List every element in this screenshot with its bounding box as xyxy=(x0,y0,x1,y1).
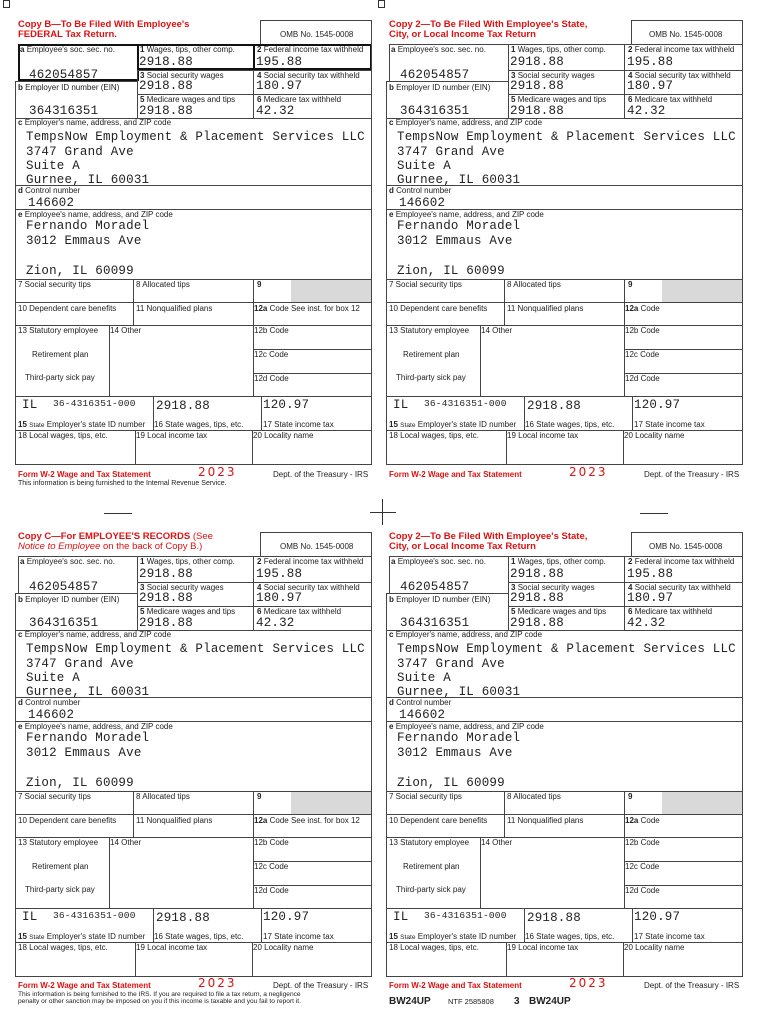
field-label: 9 xyxy=(628,792,633,801)
field-label: 12c Code xyxy=(625,350,660,359)
box17-value: 120.97 xyxy=(634,910,681,924)
field-label: a Employee's soc. sec. no. xyxy=(391,45,486,54)
box17-value: 120.97 xyxy=(263,398,310,412)
field-label: 18 Local wages, tips, etc. xyxy=(18,943,108,952)
employee-line-1: Fernando Moradel xyxy=(397,731,521,745)
field-label: a Employee's soc. sec. no. xyxy=(20,45,115,54)
field-label: c Employer's name, address, and ZIP code xyxy=(18,630,172,639)
field-label: 20 Locality name xyxy=(253,431,314,440)
field-label: 16 State wages, tips, etc. xyxy=(154,420,244,429)
field-label: 15 State Employer's state ID number xyxy=(18,932,146,941)
state-value: IL xyxy=(22,910,38,924)
field-label: 12a Code xyxy=(625,304,660,313)
copy-b-notice: This information is being furnished to the Internal Revenue Service. xyxy=(18,480,227,487)
field-label: 17 State income tax xyxy=(263,420,334,429)
field-label: 12b Code xyxy=(625,326,660,335)
box5-value: 2918.88 xyxy=(510,616,564,630)
field-label: 4 Social security tax withheld xyxy=(628,583,731,592)
field-label: b Employer ID number (EIN) xyxy=(389,83,491,92)
field-label: 10 Dependent care benefits xyxy=(389,816,488,825)
copy-title: Copy 2—To Be Filed With Employee's State, City, or Local Income Tax Return xyxy=(389,531,588,552)
field-label: 20 Locality name xyxy=(624,431,685,440)
dept-label: Dept. of the Treasury - IRS xyxy=(273,981,369,990)
box1-value: 2918.88 xyxy=(510,55,564,69)
ssn-value: 462054857 xyxy=(29,580,99,594)
form-code: BW24UP xyxy=(389,996,431,1007)
employer-line-3: Suite A xyxy=(397,159,451,173)
box5-value: 2918.88 xyxy=(510,104,564,118)
field-label: 12a Code See inst. for box 12 xyxy=(254,304,360,313)
employer-line-1: TempsNow Employment & Placement Services LLC xyxy=(26,130,365,144)
field-label: 3 Social security wages xyxy=(140,583,224,592)
employee-line-4: Zion, IL 60099 xyxy=(397,776,505,790)
field-label: 8 Allocated tips xyxy=(136,280,190,289)
state-value: IL xyxy=(393,398,409,412)
field-label: 7 Social security tips xyxy=(389,280,462,289)
field-label: 1 Wages, tips, other comp. xyxy=(140,45,235,54)
ssn-value: 462054857 xyxy=(29,68,99,82)
field-label: 19 Local income tax xyxy=(507,431,579,440)
box3-value: 2918.88 xyxy=(510,79,564,93)
box4-value: 180.97 xyxy=(256,591,303,605)
employee-line-4: Zion, IL 60099 xyxy=(397,264,505,278)
omb-number: OMB No. 1545-0008 xyxy=(280,542,354,551)
field-label: 12b Code xyxy=(254,326,289,335)
tax-year: 2023 xyxy=(198,976,237,990)
ein-value: 364316351 xyxy=(400,104,470,118)
copy-c-notice-1: This information is being furnished to the IRS. If you are required to file a tax return, a negligence xyxy=(18,991,301,998)
field-label: 3 Social security wages xyxy=(511,583,595,592)
field-label: 8 Allocated tips xyxy=(507,792,561,801)
field-label: 12d Code xyxy=(254,886,289,895)
field-label: 6 Medicare tax withheld xyxy=(257,95,342,104)
box5-value: 2918.88 xyxy=(139,104,193,118)
field-label: 16 State wages, tips, etc. xyxy=(525,932,615,941)
state-id-value: 36-4316351-000 xyxy=(53,398,136,409)
control-value: 146602 xyxy=(399,708,446,722)
field-label: 12c Code xyxy=(625,862,660,871)
field-label: 15 State Employer's state ID number xyxy=(389,932,517,941)
field-label: 4 Social security tax withheld xyxy=(257,71,360,80)
field-label: 20 Locality name xyxy=(624,943,685,952)
employer-line-2: 3747 Grand Ave xyxy=(26,145,134,159)
field-label: 1 Wages, tips, other comp. xyxy=(140,557,235,566)
box2-value: 195.88 xyxy=(256,567,303,581)
state-id-value: 36-4316351-000 xyxy=(424,910,507,921)
dept-label: Dept. of the Treasury - IRS xyxy=(273,470,369,479)
copy-title: Copy 2—To Be Filed With Employee's State, City, or Local Income Tax Return xyxy=(389,19,588,40)
omb-number: OMB No. 1545-0008 xyxy=(280,30,354,39)
crop-mark xyxy=(370,512,396,513)
box16-value: 2918.88 xyxy=(527,399,581,413)
employer-line-1: TempsNow Employment & Placement Services LLC xyxy=(397,642,736,656)
field-label: 12a Code xyxy=(625,816,660,825)
field-label: 2 Federal income tax withheld xyxy=(257,557,364,566)
field-label: 12b Code xyxy=(625,838,660,847)
employer-line-3: Suite A xyxy=(26,159,80,173)
field-label: 11 Nonqualified plans xyxy=(507,816,584,825)
field-label: 14 Other xyxy=(481,838,513,847)
field-label: 14 Other xyxy=(110,326,142,335)
dept-label: Dept. of the Treasury - IRS xyxy=(644,981,740,990)
field-label: 11 Nonqualified plans xyxy=(136,816,213,825)
field-label: 10 Dependent care benefits xyxy=(18,816,117,825)
employer-line-4: Gurnee, IL 60031 xyxy=(26,685,150,699)
field-label: 3 Social security wages xyxy=(140,71,224,80)
field-label: c Employer's name, address, and ZIP code xyxy=(389,630,543,639)
state-id-value: 36-4316351-000 xyxy=(53,910,136,921)
field-label: 10 Dependent care benefits xyxy=(18,304,117,313)
tax-year: 2023 xyxy=(569,465,608,479)
ssn-value: 462054857 xyxy=(400,580,470,594)
employee-line-4: Zion, IL 60099 xyxy=(26,776,134,790)
form-label: Form W-2 Wage and Tax Statement xyxy=(389,981,522,990)
box16-value: 2918.88 xyxy=(156,399,210,413)
employee-line-2: 3012 Emmaus Ave xyxy=(397,234,513,248)
employer-line-3: Suite A xyxy=(397,671,451,685)
employee-line-1: Fernando Moradel xyxy=(397,219,521,233)
field-label: 18 Local wages, tips, etc. xyxy=(389,943,479,952)
field-label: 19 Local income tax xyxy=(136,431,208,440)
employer-line-2: 3747 Grand Ave xyxy=(26,657,134,671)
field-label: d Control number xyxy=(389,186,452,195)
field-label: c Employer's name, address, and ZIP code xyxy=(389,118,543,127)
field-label: e Employee's name, address, and ZIP code xyxy=(389,722,544,731)
field-label: 9 xyxy=(257,792,262,801)
field-label: a Employee's soc. sec. no. xyxy=(20,557,115,566)
field-label: 15 State Employer's state ID number xyxy=(389,420,517,429)
field-label: 5 Medicare wages and tips xyxy=(140,95,236,104)
field-label: b Employer ID number (EIN) xyxy=(389,595,491,604)
field-label: Third-party sick pay xyxy=(25,885,95,894)
control-value: 146602 xyxy=(399,196,446,210)
ein-value: 364316351 xyxy=(400,616,470,630)
field-label: 6 Medicare tax withheld xyxy=(628,95,713,104)
box1-value: 2918.88 xyxy=(139,55,193,69)
box6-value: 42.32 xyxy=(256,616,295,630)
tax-year: 2023 xyxy=(198,465,237,479)
crop-mark xyxy=(640,513,668,514)
box6-value: 42.32 xyxy=(256,104,295,118)
dept-label: Dept. of the Treasury - IRS xyxy=(644,470,740,479)
box1-value: 2918.88 xyxy=(510,567,564,581)
field-label: 12a Code See inst. for box 12 xyxy=(254,816,360,825)
employer-line-3: Suite A xyxy=(26,671,80,685)
field-label: 15 State Employer's state ID number xyxy=(18,420,146,429)
field-label: 5 Medicare wages and tips xyxy=(511,95,607,104)
box5-value: 2918.88 xyxy=(139,616,193,630)
field-label: 3 Social security wages xyxy=(511,71,595,80)
field-label: 13 Statutory employee xyxy=(389,838,470,847)
box2-value: 195.88 xyxy=(627,567,674,581)
state-value: IL xyxy=(393,910,409,924)
field-label: 14 Other xyxy=(110,838,142,847)
field-label: 9 xyxy=(628,280,633,289)
corner-mark-center xyxy=(378,0,385,8)
field-label: 2 Federal income tax withheld xyxy=(628,45,735,54)
state-id-value: 36-4316351-000 xyxy=(424,398,507,409)
field-label: b Employer ID number (EIN) xyxy=(18,83,120,92)
form-label: Form W-2 Wage and Tax Statement xyxy=(389,470,522,479)
form-label: Form W-2 Wage and Tax Statement xyxy=(18,981,151,990)
field-label: e Employee's name, address, and ZIP code xyxy=(18,722,173,731)
field-label: e Employee's name, address, and ZIP code xyxy=(18,210,173,219)
omb-number: OMB No. 1545-0008 xyxy=(649,542,723,551)
box4-value: 180.97 xyxy=(627,591,674,605)
box6-value: 42.32 xyxy=(627,104,666,118)
field-label: 2 Federal income tax withheld xyxy=(257,45,364,54)
field-label: 19 Local income tax xyxy=(136,943,208,952)
employer-line-4: Gurnee, IL 60031 xyxy=(397,685,521,699)
field-label: 4 Social security tax withheld xyxy=(257,583,360,592)
field-label: 13 Statutory employee xyxy=(18,838,99,847)
field-label: 16 State wages, tips, etc. xyxy=(525,420,615,429)
box3-value: 2918.88 xyxy=(139,79,193,93)
copy-c-notice-2: penalty or other sanction may be imposed on you if this income is taxable and you fail to report it. xyxy=(18,998,301,1005)
field-label: 1 Wages, tips, other comp. xyxy=(511,45,606,54)
form-label: Form W-2 Wage and Tax Statement xyxy=(18,470,151,479)
field-label: 13 Statutory employee xyxy=(18,326,99,335)
field-label: 16 State wages, tips, etc. xyxy=(154,932,244,941)
employer-line-1: TempsNow Employment & Placement Services LLC xyxy=(397,130,736,144)
field-label: d Control number xyxy=(18,186,81,195)
control-value: 146602 xyxy=(28,196,75,210)
tax-year: 2023 xyxy=(569,976,608,990)
field-label: 17 State income tax xyxy=(634,420,705,429)
employer-line-1: TempsNow Employment & Placement Services LLC xyxy=(26,642,365,656)
employer-line-4: Gurnee, IL 60031 xyxy=(397,173,521,187)
field-label: 6 Medicare tax withheld xyxy=(628,607,713,616)
field-label: 14 Other xyxy=(481,326,513,335)
box6-value: 42.32 xyxy=(627,616,666,630)
control-value: 146602 xyxy=(28,708,75,722)
field-label: 5 Medicare wages and tips xyxy=(511,607,607,616)
employer-line-2: 3747 Grand Ave xyxy=(397,657,505,671)
field-label: 2 Federal income tax withheld xyxy=(628,557,735,566)
field-label: 6 Medicare tax withheld xyxy=(257,607,342,616)
field-label: 20 Locality name xyxy=(253,943,314,952)
field-label: 12c Code xyxy=(254,862,289,871)
employee-line-2: 3012 Emmaus Ave xyxy=(397,746,513,760)
page-number: 3 xyxy=(514,996,520,1007)
field-label: Third-party sick pay xyxy=(396,885,466,894)
state-value: IL xyxy=(22,398,38,412)
box4-value: 180.97 xyxy=(256,79,303,93)
field-label: c Employer's name, address, and ZIP code xyxy=(18,118,172,127)
field-label: e Employee's name, address, and ZIP code xyxy=(389,210,544,219)
box16-value: 2918.88 xyxy=(156,911,210,925)
corner-mark-left xyxy=(3,0,10,8)
field-label: d Control number xyxy=(389,698,452,707)
box17-value: 120.97 xyxy=(263,910,310,924)
field-label: Retirement plan xyxy=(32,350,89,359)
box16-value: 2918.88 xyxy=(527,911,581,925)
field-label: 12d Code xyxy=(625,886,660,895)
field-label: 12b Code xyxy=(254,838,289,847)
field-label: 7 Social security tips xyxy=(18,792,91,801)
copy-title: Copy B—To Be Filed With Employee's FEDERAL Tax Return. xyxy=(18,19,190,40)
field-label: 17 State income tax xyxy=(263,932,334,941)
box2-value: 195.88 xyxy=(256,55,303,69)
employee-line-2: 3012 Emmaus Ave xyxy=(26,746,142,760)
field-label: 5 Medicare wages and tips xyxy=(140,607,236,616)
form-code-2: BW24UP xyxy=(529,996,571,1007)
box4-value: 180.97 xyxy=(627,79,674,93)
field-label: 11 Nonqualified plans xyxy=(136,304,213,313)
field-label: 13 Statutory employee xyxy=(389,326,470,335)
field-label: 17 State income tax xyxy=(634,932,705,941)
field-label: Third-party sick pay xyxy=(25,373,95,382)
field-label: 12c Code xyxy=(254,350,289,359)
field-label: 8 Allocated tips xyxy=(507,280,561,289)
field-label: 1 Wages, tips, other comp. xyxy=(511,557,606,566)
field-label: Third-party sick pay xyxy=(396,373,466,382)
field-label: 12d Code xyxy=(625,374,660,383)
employer-line-2: 3747 Grand Ave xyxy=(397,145,505,159)
employee-line-1: Fernando Moradel xyxy=(26,219,150,233)
crop-mark xyxy=(104,513,132,514)
copy-title: Copy C—For EMPLOYEE'S RECORDS (See Notice to Employee on the back of Copy B.) xyxy=(18,531,213,552)
employee-line-2: 3012 Emmaus Ave xyxy=(26,234,142,248)
employee-line-1: Fernando Moradel xyxy=(26,731,150,745)
box3-value: 2918.88 xyxy=(139,591,193,605)
field-label: 18 Local wages, tips, etc. xyxy=(389,431,479,440)
field-label: Retirement plan xyxy=(32,862,89,871)
employer-line-4: Gurnee, IL 60031 xyxy=(26,173,150,187)
field-label: 9 xyxy=(257,280,262,289)
field-label: 7 Social security tips xyxy=(389,792,462,801)
field-label: 8 Allocated tips xyxy=(136,792,190,801)
field-label: d Control number xyxy=(18,698,81,707)
field-label: 18 Local wages, tips, etc. xyxy=(18,431,108,440)
ein-value: 364316351 xyxy=(29,104,99,118)
field-label: 10 Dependent care benefits xyxy=(389,304,488,313)
field-label: Retirement plan xyxy=(403,862,460,871)
field-label: 12d Code xyxy=(254,374,289,383)
field-label: 7 Social security tips xyxy=(18,280,91,289)
ein-value: 364316351 xyxy=(29,616,99,630)
field-label: a Employee's soc. sec. no. xyxy=(391,557,486,566)
box17-value: 120.97 xyxy=(634,398,681,412)
field-label: 19 Local income tax xyxy=(507,943,579,952)
omb-number: OMB No. 1545-0008 xyxy=(649,30,723,39)
field-label: Retirement plan xyxy=(403,350,460,359)
employee-line-4: Zion, IL 60099 xyxy=(26,264,134,278)
ntf-number: NTF 2585808 xyxy=(448,997,494,1006)
box1-value: 2918.88 xyxy=(139,567,193,581)
box2-value: 195.88 xyxy=(627,55,674,69)
field-label: 4 Social security tax withheld xyxy=(628,71,731,80)
box3-value: 2918.88 xyxy=(510,591,564,605)
field-label: b Employer ID number (EIN) xyxy=(18,595,120,604)
field-label: 11 Nonqualified plans xyxy=(507,304,584,313)
ssn-value: 462054857 xyxy=(400,68,470,82)
